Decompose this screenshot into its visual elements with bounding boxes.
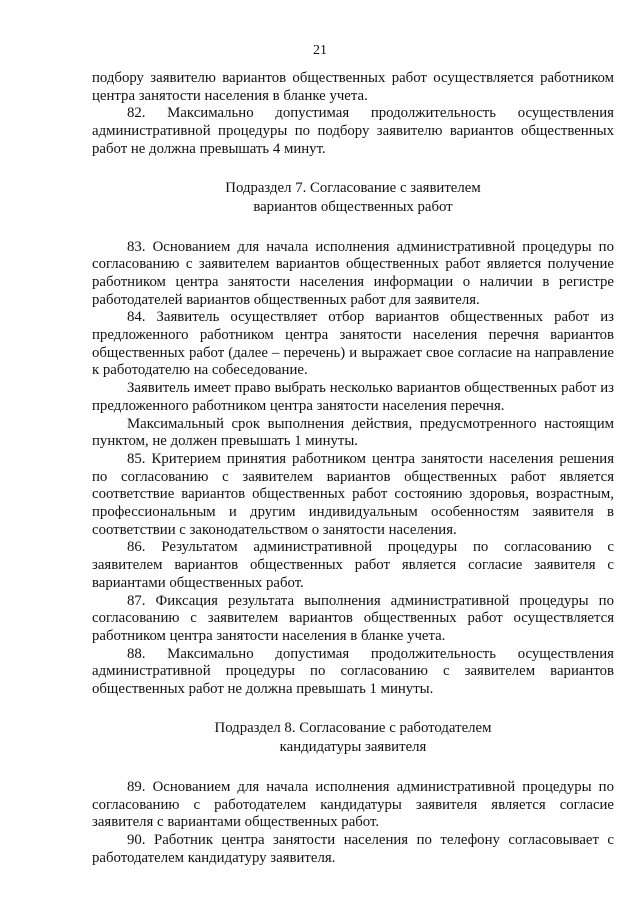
- document-body: [92, 70, 614, 867]
- paragraph-84-time-limit: Максимальный срок выполнения действия, предусмотренного настоящим пунктом, не должен превышать 1 минуты.: [92, 415, 614, 450]
- paragraph-84-choice: Заявитель имеет право выбрать несколько вариантов общественных работ из предложенного работником центра занятости населения перечня.: [92, 380, 614, 414]
- spacer: [92, 757, 614, 779]
- subsection-7-heading-line-1: Подраздел 7. Согласование с заявителем: [225, 179, 481, 196]
- subsection-7-heading-line-2: вариантов общественных работ: [253, 198, 453, 215]
- spacer: [92, 217, 614, 239]
- subsection-8-heading: [92, 719, 614, 757]
- paragraph-90: 90. Работник центра занятости населения по телефону согласовывает с работодателем кандидатуру заявителя.: [92, 831, 614, 866]
- subsection-8-heading-line-1: Подраздел 8. Согласование с работодателем: [214, 719, 492, 736]
- paragraph-85: 85. Критерием принятия работником центра занятости населения решения по согласованию с заявителем вариантов общественных работ является соответствие вариантов общественных работ состоянию здоровья, возрастным, профессиональным и другим индивидуальным особенностям заявителя в соответствии с законодательством о занятости населения.: [92, 450, 614, 538]
- subsection-7-heading: [92, 179, 614, 217]
- spacer: [92, 699, 614, 719]
- paragraph-89: 89. Основанием для начала исполнения административной процедуры по согласованию с работодателем кандидатуры заявителя является согласие заявителя с вариантами общественных работ.: [92, 778, 614, 831]
- paragraph-88: 88. Максимально допустимая продолжительность осуществления административной процедуры по согласованию с заявителем вариантов общественных работ не должна превышать 1 минуты.: [92, 645, 614, 698]
- paragraph-continuation: подбору заявителю вариантов общественных работ осуществляется работником центра занятости населения в бланке учета.: [92, 70, 614, 104]
- paragraph-84: 84. Заявитель осуществляет отбор вариантов общественных работ из предложенного работником центра занятости населения перечня вариантов общественных работ (далее – перечень) и выражает свое согласие на направление к работодателю на собеседование.: [92, 309, 614, 379]
- subsection-8-heading-line-2: кандидатуры заявителя: [279, 738, 427, 755]
- paragraph-83: 83. Основанием для начала исполнения административной процедуры по согласованию с заявителем вариантов общественных работ является получение работником центра занятости населения информации о наличии в регистре работодателей вариантов общественных работ для заявителя.: [92, 238, 614, 308]
- paragraph-82: 82. Максимально допустимая продолжительность осуществления административной процедуры по подбору заявителю вариантов общественных работ не должна превышать 4 минут.: [92, 105, 614, 157]
- paragraph-87: 87. Фиксация результата выполнения административной процедуры по согласованию с заявителем вариантов общественных работ осуществляется работником центра занятости населения в бланке учета.: [92, 592, 614, 644]
- page-number: 21: [313, 43, 327, 58]
- spacer: [92, 159, 614, 179]
- paragraph-86: 86. Результатом административной процедуры по согласованию с заявителем вариантов общественных работ является согласие заявителя с вариантами общественных работ.: [92, 539, 614, 591]
